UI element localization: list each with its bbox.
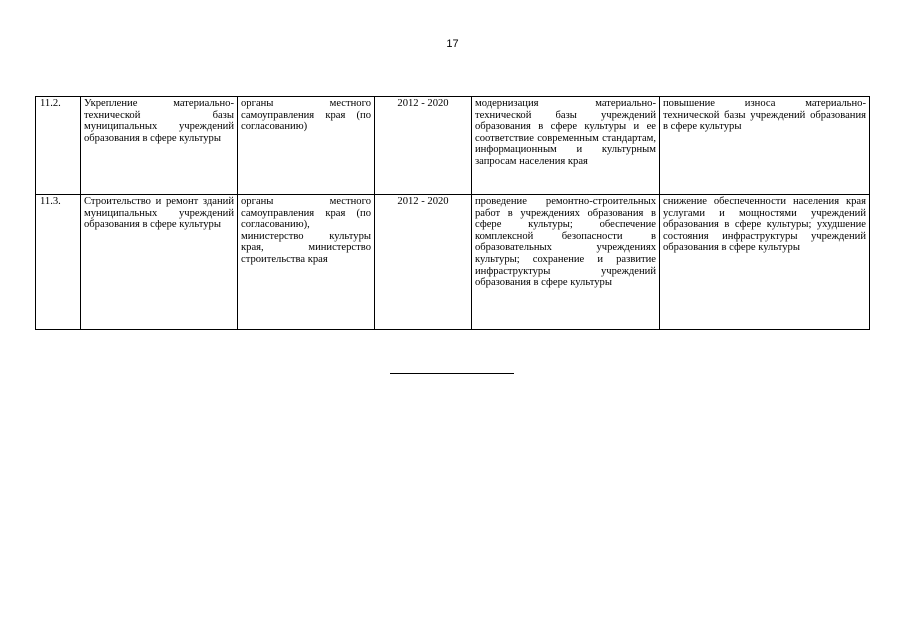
consequences: снижение обеспеченности населения края услугами и мощностями учреждений образования в сфере культуры; ухудшение состояния инфраструктуры учреждений образования в сфере культуры (660, 195, 870, 330)
measure-name: Укрепление материально-технической базы муниципальных учреждений образования в сфере культуры (81, 97, 238, 195)
measures-table (35, 96, 870, 330)
consequences: повышение износа материально-технической базы учреждений образования в сфере культуры (660, 97, 870, 195)
period: 2012 - 2020 (375, 195, 472, 330)
footnote-separator-line (390, 373, 514, 374)
row-number: 11.3. (36, 195, 81, 330)
measure-name: Строительство и ремонт зданий муниципальных учреждений образования в сфере культуры (81, 195, 238, 330)
expected-result: проведение ремонтно-строительных работ в учреждениях образования в сфере культуры; обеспечение комплексной безопасности в образовательных учреждениях культуры; сохранение и развитие инфраструктуры учреждений образования в сфере культуры (472, 195, 660, 330)
executor: органы местного самоуправления края (по согласованию) (238, 97, 375, 195)
executor: органы местного самоуправления края (по согласованию), министерство культуры края, министерство строительства края (238, 195, 375, 330)
expected-result: модернизация материально-технической базы учреждений образования в сфере культуры и ее соответствие современным стандартам, информационным и культурным запросам населения края (472, 97, 660, 195)
table-row (36, 195, 870, 330)
page-number: 17 (446, 38, 459, 50)
row-number: 11.2. (36, 97, 81, 195)
period: 2012 - 2020 (375, 97, 472, 195)
table-row (36, 97, 870, 195)
